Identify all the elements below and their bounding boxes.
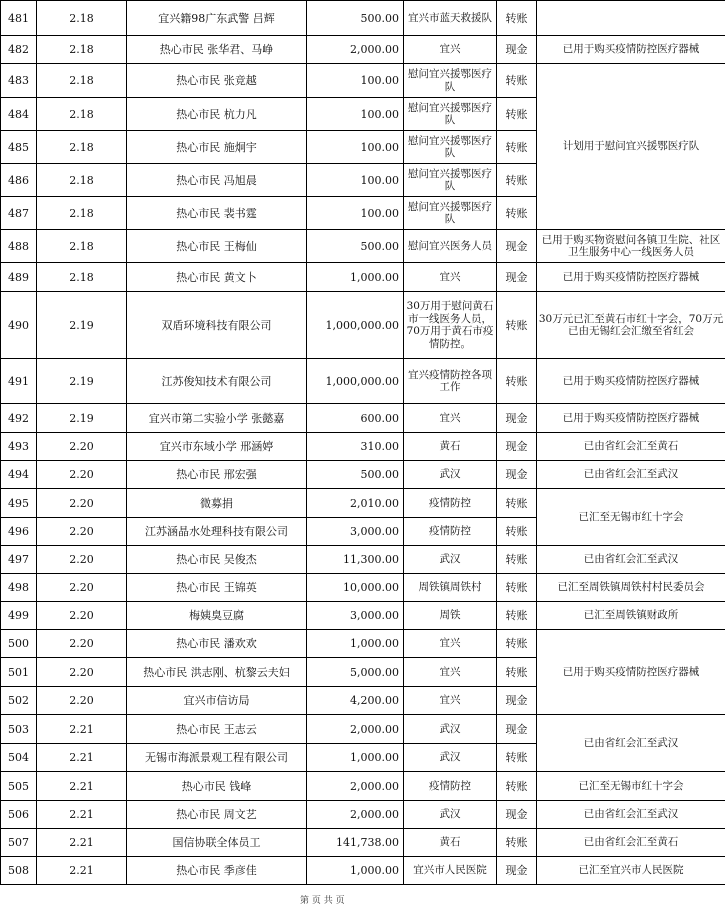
payment-method: 转账 [497,1,537,36]
donation-date: 2.18 [37,230,127,263]
payment-method: 转账 [497,131,537,164]
donation-date: 2.20 [37,546,127,574]
table-row [1,857,725,885]
usage-note: 已用于购买疫情防控医疗器械 [537,630,725,715]
designated-use: 慰问宜兴医务人员 [404,230,497,263]
usage-note: 已用于购买疫情防控医疗器械 [537,359,725,404]
row-number: 493 [1,433,37,461]
table-row [1,630,725,658]
donor-name: 国信协联全体员工 [127,829,307,857]
payment-method: 转账 [497,359,537,404]
table-row [1,602,725,630]
payment-method: 转账 [497,164,537,197]
donation-date: 2.18 [37,263,127,292]
usage-note: 已汇至宜兴市人民医院 [537,857,725,885]
row-number: 494 [1,461,37,489]
designated-use: 宜兴市蓝天救援队 [404,1,497,36]
row-number: 489 [1,263,37,292]
donation-date: 2.20 [37,602,127,630]
designated-use: 疫情防控 [404,489,497,518]
donation-amount: 141,738.00 [307,829,404,857]
donor-name: 热心市民 黄文卜 [127,263,307,292]
donor-name: 宜兴市东域小学 邢涵婷 [127,433,307,461]
donor-name: 梅姨臭豆腐 [127,602,307,630]
row-number: 501 [1,658,37,687]
donor-name: 宜兴市第二实验小学 张懿嘉 [127,404,307,433]
table-row [1,404,725,433]
payment-method: 转账 [497,98,537,131]
designated-use: 黄石 [404,433,497,461]
donation-amount: 500.00 [307,1,404,36]
donation-date: 2.19 [37,359,127,404]
payment-method: 现金 [497,801,537,829]
payment-method: 现金 [497,433,537,461]
donor-name: 热心市民 潘欢欢 [127,630,307,658]
donation-amount: 500.00 [307,230,404,263]
usage-note: 已由省红会汇至武汉 [537,715,725,772]
usage-note [537,1,725,36]
usage-note: 30万元已汇至黄石市红十字会，70万元已由无锡红会汇缴至省红会 [537,292,725,359]
donation-amount: 310.00 [307,433,404,461]
donation-amount: 2,000.00 [307,801,404,829]
donor-name: 宜兴市信访局 [127,687,307,715]
row-number: 500 [1,630,37,658]
donor-name: 宜兴籍98广东武警 吕辉 [127,1,307,36]
designated-use: 武汉 [404,744,497,772]
donation-date: 2.18 [37,64,127,98]
table-row [1,829,725,857]
usage-note: 已由省红会汇至武汉 [537,801,725,829]
row-number: 499 [1,602,37,630]
donation-amount: 100.00 [307,98,404,131]
table-row [1,1,725,36]
row-number: 495 [1,489,37,518]
designated-use: 周铁镇周铁村 [404,574,497,602]
row-number: 498 [1,574,37,602]
row-number: 485 [1,131,37,164]
row-number: 481 [1,1,37,36]
table-row [1,292,725,359]
donation-amount: 2,000.00 [307,772,404,801]
payment-method: 现金 [497,715,537,744]
donor-name: 微募捐 [127,489,307,518]
designated-use: 疫情防控 [404,518,497,546]
usage-note: 已由省红会汇至黄石 [537,829,725,857]
donation-date: 2.20 [37,574,127,602]
donor-name: 江苏俊知技术有限公司 [127,359,307,404]
designated-use: 宜兴 [404,630,497,658]
row-number: 502 [1,687,37,715]
designated-use: 慰问宜兴援鄂医疗队 [404,164,497,197]
donation-date: 2.21 [37,772,127,801]
payment-method: 转账 [497,197,537,230]
row-number: 505 [1,772,37,801]
table-row [1,801,725,829]
designated-use: 慰问宜兴援鄂医疗队 [404,131,497,164]
row-number: 483 [1,64,37,98]
donor-name: 热心市民 邢宏强 [127,461,307,489]
donation-amount: 2,000.00 [307,715,404,744]
donor-name: 热心市民 冯旭晨 [127,164,307,197]
donation-date: 2.21 [37,744,127,772]
donation-amount: 1,000.00 [307,263,404,292]
donation-date: 2.18 [37,164,127,197]
donor-name: 热心市民 裴书霆 [127,197,307,230]
donation-amount: 1,000.00 [307,857,404,885]
donation-amount: 10,000.00 [307,574,404,602]
designated-use: 宜兴 [404,36,497,64]
designated-use: 30万用于慰问黄石市一线医务人员，70万用于黄石市疫情防控。 [404,292,497,359]
donor-name: 热心市民 季彦佳 [127,857,307,885]
donor-name: 江苏涵晶水处理科技有限公司 [127,518,307,546]
payment-method: 现金 [497,857,537,885]
donor-name: 双盾环境科技有限公司 [127,292,307,359]
payment-method: 转账 [497,630,537,658]
payment-method: 转账 [497,602,537,630]
designated-use: 疫情防控 [404,772,497,801]
designated-use: 宜兴市人民医院 [404,857,497,885]
table-row [1,433,725,461]
designated-use: 宜兴 [404,658,497,687]
donor-name: 热心市民 王梅仙 [127,230,307,263]
donation-amount: 1,000.00 [307,744,404,772]
donation-amount: 5,000.00 [307,658,404,687]
donation-amount: 100.00 [307,131,404,164]
usage-note: 已汇至周铁镇财政所 [537,602,725,630]
donation-amount: 100.00 [307,197,404,230]
row-number: 496 [1,518,37,546]
payment-method: 转账 [497,64,537,98]
donor-name: 热心市民 吴俊杰 [127,546,307,574]
row-number: 488 [1,230,37,263]
donor-name: 热心市民 钱峰 [127,772,307,801]
donation-amount: 4,200.00 [307,687,404,715]
donor-name: 无锡市海派景观工程有限公司 [127,744,307,772]
donation-date: 2.18 [37,197,127,230]
payment-method: 转账 [497,744,537,772]
designated-use: 宜兴疫情防控各项工作 [404,359,497,404]
row-number: 491 [1,359,37,404]
donation-date: 2.18 [37,131,127,164]
row-number: 487 [1,197,37,230]
payment-method: 转账 [497,658,537,687]
donation-date: 2.21 [37,857,127,885]
donation-date: 2.19 [37,404,127,433]
designated-use: 周铁 [404,602,497,630]
row-number: 504 [1,744,37,772]
payment-method: 现金 [497,36,537,64]
row-number: 507 [1,829,37,857]
donor-name: 热心市民 王志云 [127,715,307,744]
designated-use: 宜兴 [404,404,497,433]
donation-date: 2.21 [37,715,127,744]
donation-date: 2.18 [37,1,127,36]
designated-use: 武汉 [404,801,497,829]
usage-note: 已用于购买疫情防控医疗器械 [537,36,725,64]
donation-amount: 1,000.00 [307,630,404,658]
payment-method: 转账 [497,772,537,801]
donor-name: 热心市民 王锦英 [127,574,307,602]
row-number: 486 [1,164,37,197]
table-row [1,574,725,602]
donor-name: 热心市民 施炯宇 [127,131,307,164]
donation-date: 2.20 [37,433,127,461]
row-number: 497 [1,546,37,574]
donation-date: 2.20 [37,461,127,489]
payment-method: 现金 [497,404,537,433]
donation-date: 2.19 [37,292,127,359]
table-row [1,230,725,263]
row-number: 484 [1,98,37,131]
row-number: 508 [1,857,37,885]
payment-method: 转账 [497,489,537,518]
donor-name: 热心市民 洪志刚、杭黎云夫妇 [127,658,307,687]
usage-note: 已用于购买物资慰问各镇卫生院、社区卫生服务中心一线医务人员 [537,230,725,263]
donation-amount: 11,300.00 [307,546,404,574]
row-number: 482 [1,36,37,64]
donation-amount: 3,000.00 [307,518,404,546]
payment-method: 现金 [497,263,537,292]
usage-note: 已汇至无锡市红十字会 [537,489,725,546]
payment-method: 转账 [497,829,537,857]
row-number: 503 [1,715,37,744]
designated-use: 武汉 [404,715,497,744]
usage-note: 已用于购买疫情防控医疗器械 [537,404,725,433]
donation-amount: 1,000,000.00 [307,359,404,404]
usage-note: 已由省红会汇至武汉 [537,461,725,489]
payment-method: 现金 [497,687,537,715]
donation-date: 2.20 [37,687,127,715]
donor-name: 热心市民 张竞越 [127,64,307,98]
designated-use: 武汉 [404,461,497,489]
designated-use: 慰问宜兴援鄂医疗队 [404,197,497,230]
table-row [1,64,725,98]
donation-amount: 600.00 [307,404,404,433]
payment-method: 转账 [497,574,537,602]
donation-amount: 2,000.00 [307,36,404,64]
usage-note: 计划用于慰问宜兴援鄂医疗队 [537,64,725,230]
designated-use: 黄石 [404,829,497,857]
designated-use: 武汉 [404,546,497,574]
donation-amount: 1,000,000.00 [307,292,404,359]
donation-date: 2.20 [37,489,127,518]
row-number: 506 [1,801,37,829]
payment-method: 转账 [497,546,537,574]
table-row [1,461,725,489]
donation-amount: 100.00 [307,164,404,197]
table-row [1,489,725,518]
usage-note: 已由省红会汇至黄石 [537,433,725,461]
table-row [1,263,725,292]
table-row [1,772,725,801]
table-row [1,359,725,404]
donor-name: 热心市民 杭力凡 [127,98,307,131]
usage-note: 已汇至周铁镇周铁村村民委员会 [537,574,725,602]
donation-date: 2.21 [37,801,127,829]
donation-date: 2.20 [37,658,127,687]
donation-date: 2.20 [37,518,127,546]
designated-use: 宜兴 [404,687,497,715]
donor-name: 热心市民 周文艺 [127,801,307,829]
usage-note: 已汇至无锡市红十字会 [537,772,725,801]
donation-date: 2.18 [37,36,127,64]
payment-method: 现金 [497,230,537,263]
donation-table-body [1,1,725,885]
usage-note: 已用于购买疫情防控医疗器械 [537,263,725,292]
table-row [1,715,725,744]
donation-amount: 500.00 [307,461,404,489]
table-row [1,546,725,574]
donation-amount: 3,000.00 [307,602,404,630]
designated-use: 慰问宜兴援鄂医疗队 [404,64,497,98]
payment-method: 现金 [497,461,537,489]
table-row [1,36,725,64]
usage-note: 已由省红会汇至武汉 [537,546,725,574]
page-footer: 第 页 共 页 [300,893,345,906]
designated-use: 宜兴 [404,263,497,292]
donation-date: 2.21 [37,829,127,857]
designated-use: 慰问宜兴援鄂医疗队 [404,98,497,131]
donation-amount: 100.00 [307,64,404,98]
donation-date: 2.20 [37,630,127,658]
donor-name: 热心市民 张华君、马峥 [127,36,307,64]
payment-method: 转账 [497,292,537,359]
row-number: 492 [1,404,37,433]
payment-method: 转账 [497,518,537,546]
donation-amount: 2,010.00 [307,489,404,518]
row-number: 490 [1,292,37,359]
donation-date: 2.18 [37,98,127,131]
